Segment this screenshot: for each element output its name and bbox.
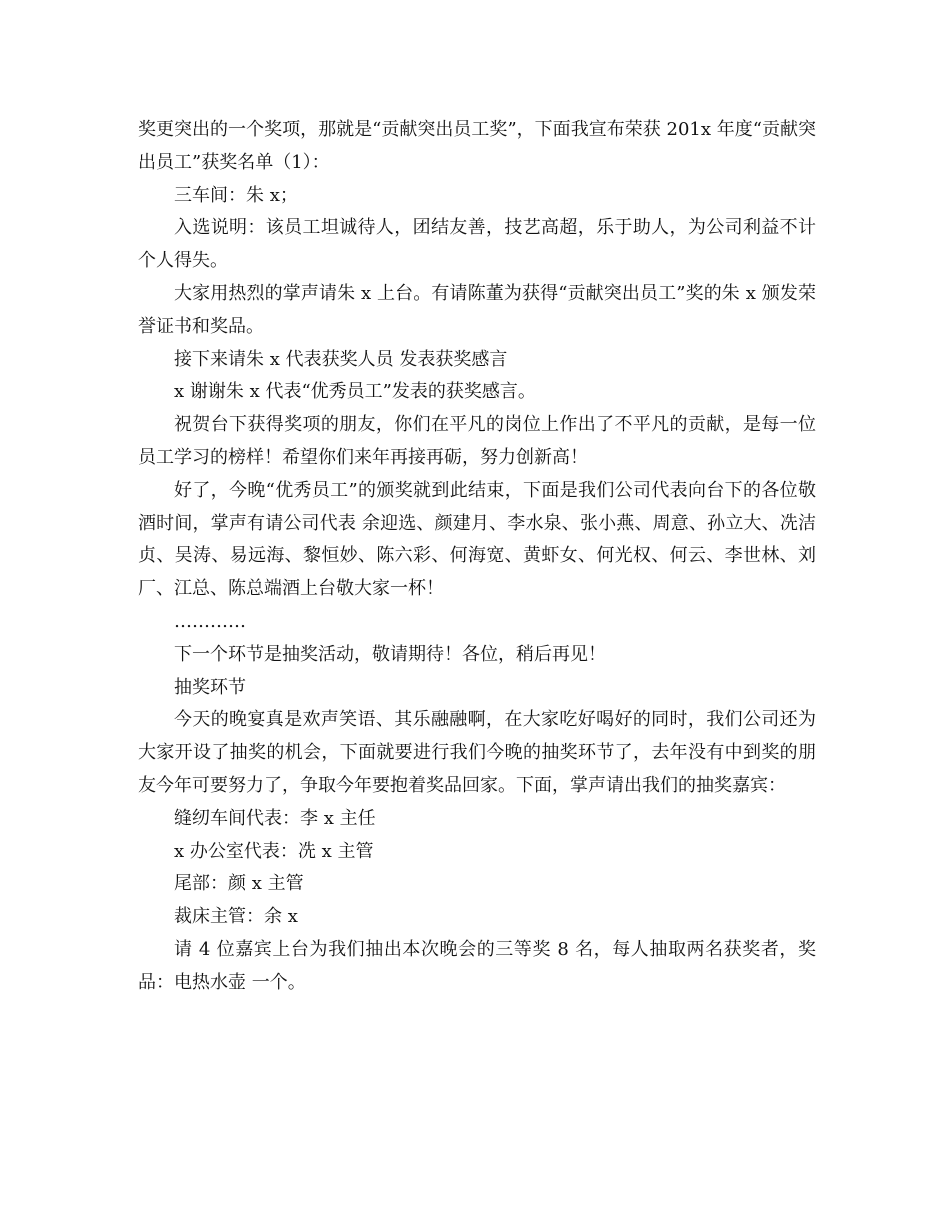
- paragraph-next-segment: 下一个环节是抽奖活动，敬请期待！各位，稍后再见！: [174, 643, 606, 665]
- paragraph-winner: 三车间：朱 x；: [174, 184, 298, 206]
- paragraph-congratulations: 祝贺台下获得奖项的朋友，你们在平凡的岗位上作出了不平凡的贡献，是每一位员工学习的榜样！希望你们来年再接再砺，努力创新高！: [138, 414, 816, 468]
- paragraph-guest-4: 裁床主管：余 x: [174, 906, 298, 928]
- paragraph-guest-2: x 办公室代表：冼 x 主管: [174, 840, 374, 862]
- paragraph-invite-stage: 大家用热烈的掌声请朱 x 上台。有请陈董为获得“贡献突出员工”奖的朱 x 颁发荣誉证书和奖品。: [138, 282, 816, 337]
- paragraph-lottery-intro: 今天的晚宴真是欢声笑语、其乐融融啊，在大家吃好喝好的同时，我们公司还为大家开设了抽奖的机会，下面就要进行我们今晚的抽奖环节了，去年没有中到奖的朋友今年可要努力了，争取今年要抱着奖品回家。下面，掌声请出我们的抽奖嘉宾：: [138, 709, 816, 796]
- document-body: [138, 114, 816, 1000]
- paragraph-award-intro: 奖更突出的一个奖项，那就是“贡献突出员工奖”，下面我宣布荣获 201x 年度“贡献突出员工”获奖名单（1）：: [138, 119, 816, 173]
- paragraph-ellipsis: …………: [174, 610, 246, 632]
- paragraph-guest-3: 尾部：颜 x 主管: [174, 873, 304, 895]
- paragraph-toast: 好了，今晚“优秀员工”的颁奖就到此结束，下面是我们公司代表向台下的各位敬酒时间，掌声有请公司代表 余迎选、颜建月、李水泉、张小燕、周意、孙立大、冼洁贞、吴涛、易远海、黎恒妙、陈六彩、何海宽、黄虾女、何光权、何云、李世林、刘厂、江总、陈总端酒上台敬大家一杯！: [138, 479, 816, 600]
- paragraph-guest-1: 缝纫车间代表：李 x 主任: [174, 807, 376, 829]
- paragraph-lottery-heading: 抽奖环节: [174, 676, 246, 698]
- paragraph-selection-note: 入选说明：该员工坦诚待人，团结友善，技艺高超，乐于助人，为公司利益不计个人得失。: [138, 217, 816, 272]
- paragraph-third-prize: 请 4 位嘉宾上台为我们抽出本次晚会的三等奖 8 名，每人抽取两名获奖者，奖品：电热水壶 一个。: [138, 938, 816, 993]
- paragraph-acceptance-speech: 接下来请朱 x 代表获奖人员 发表获奖感言: [174, 348, 508, 370]
- paragraph-thanks: x 谢谢朱 x 代表“优秀员工”发表的获奖感言。: [174, 381, 536, 403]
